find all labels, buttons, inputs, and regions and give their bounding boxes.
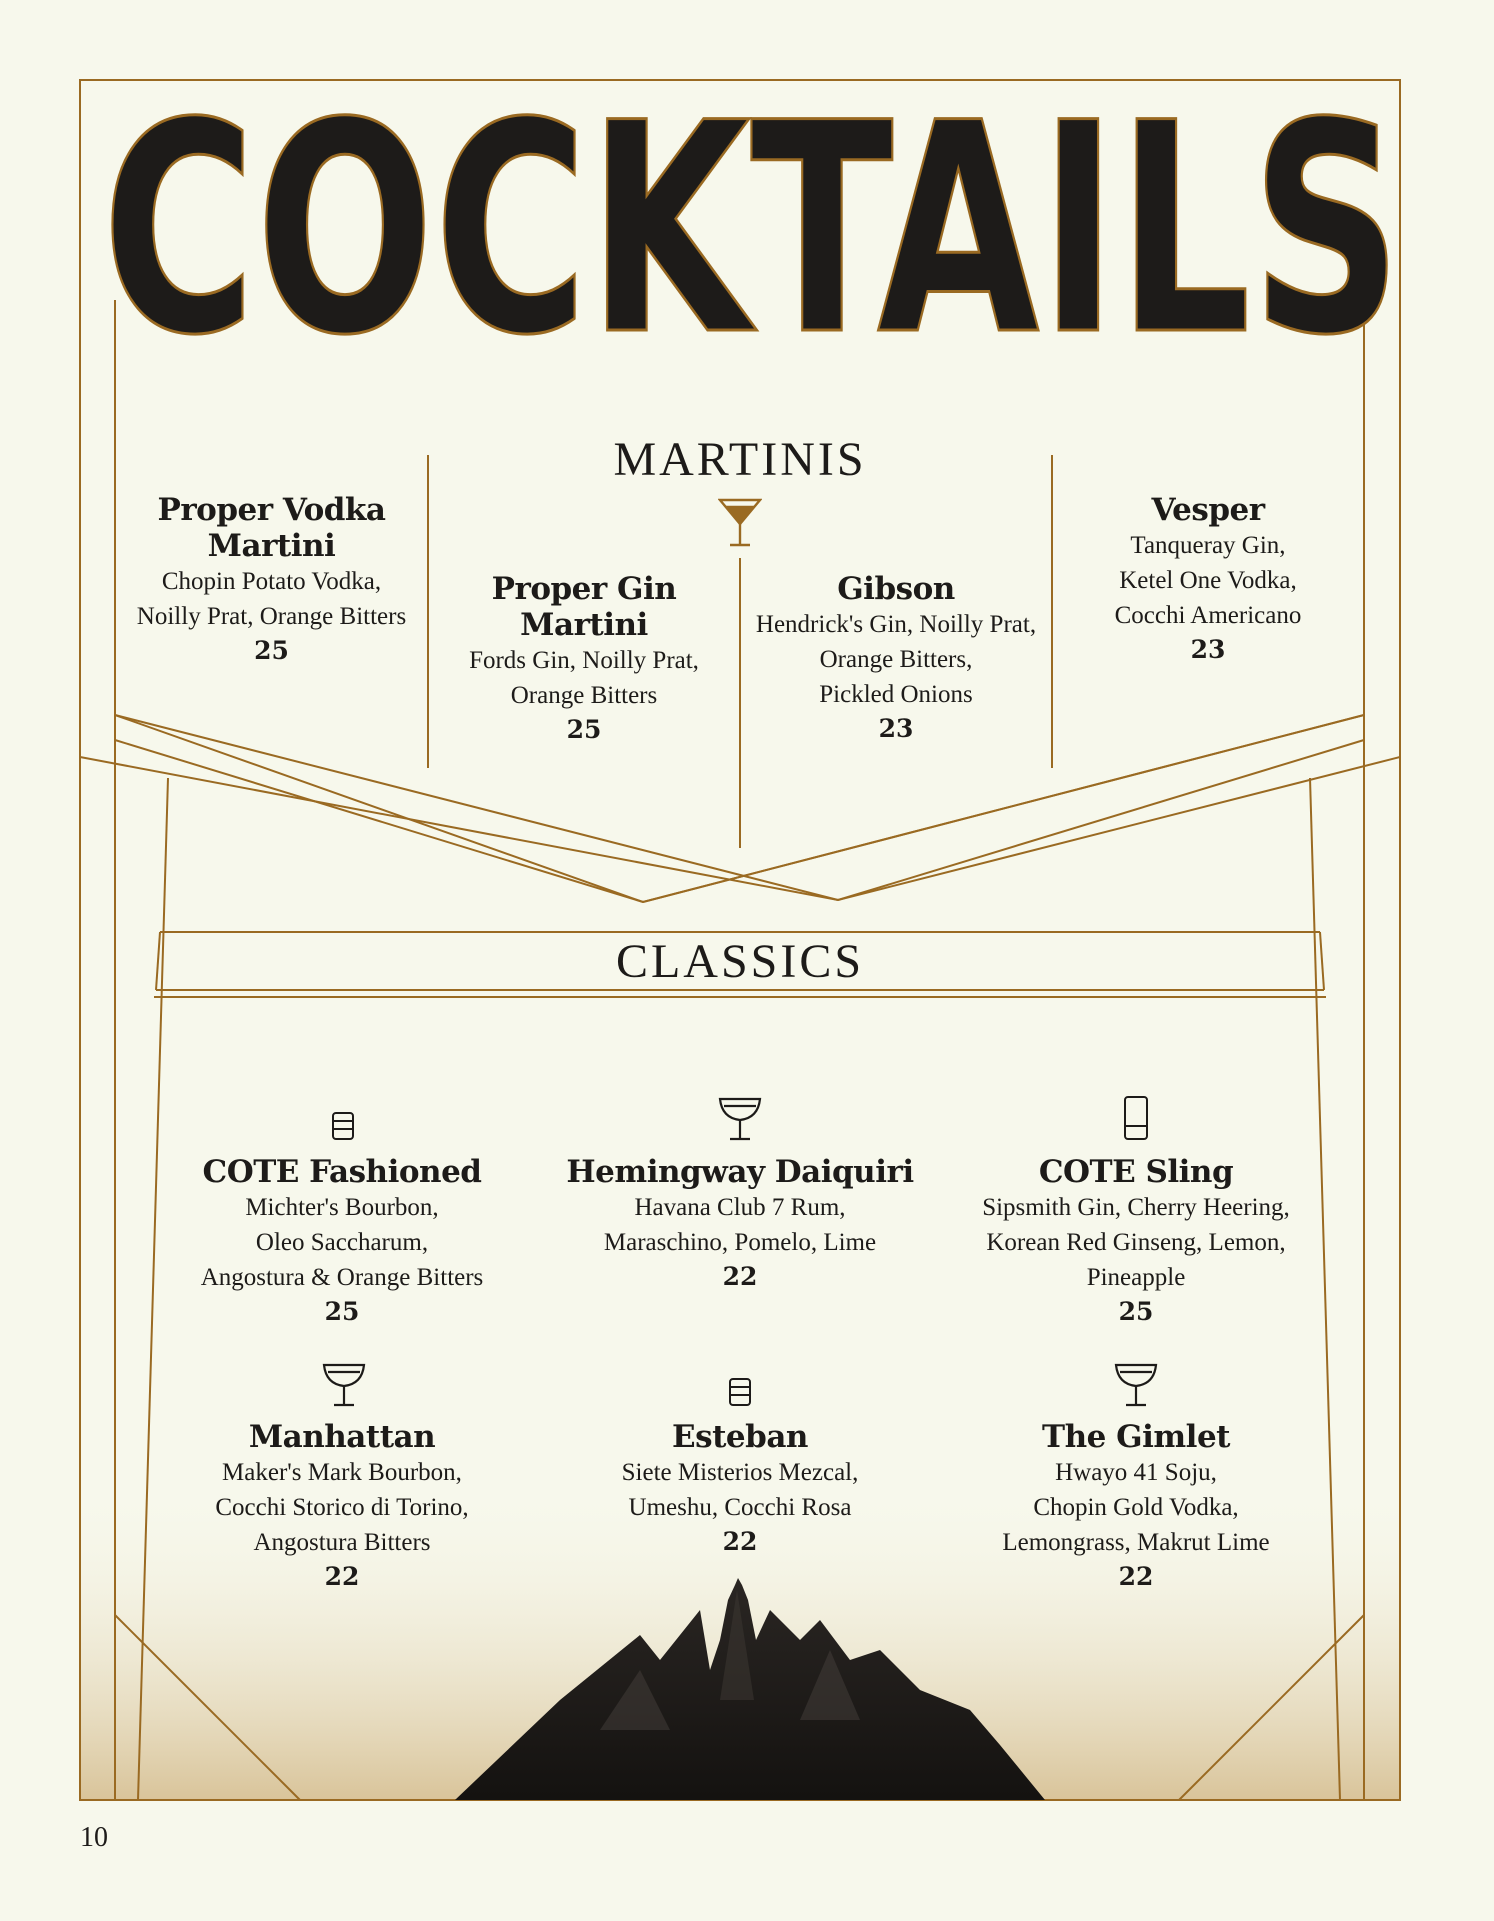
cocktails-title-art — [0, 0, 1494, 420]
coupe-glass-icon — [1114, 1362, 1158, 1408]
drink-ingredients: Korean Red Ginseng, Lemon, — [986, 1229, 1286, 1256]
menu-item-gibson — [740, 571, 1052, 746]
drink-name: Proper Vodka Martini — [157, 492, 386, 564]
drink-name: COTE Fashioned — [202, 1154, 482, 1190]
drink-name: Proper Gin Martini — [491, 571, 677, 643]
coupe-glass-icon — [322, 1362, 366, 1408]
drink-ingredients: Noilly Prat, Orange Bitters — [136, 603, 407, 630]
drink-name: The Gimlet — [1042, 1419, 1230, 1455]
drink-ingredients: Chopin Potato Vodka, — [161, 568, 382, 595]
martini-glass-icon — [718, 498, 762, 548]
drink-price: 23 — [878, 714, 914, 743]
highball-glass-icon — [1122, 1094, 1150, 1142]
drink-price: 22 — [324, 1562, 360, 1591]
menu-item-proper-gin-martini — [428, 571, 740, 747]
drink-ingredients: Pickled Onions — [819, 681, 973, 708]
drink-ingredients: Tanqueray Gin, — [1130, 532, 1286, 559]
menu-item-cote-fashioned — [172, 1154, 512, 1329]
classics-heading: CLASSICS — [615, 935, 865, 988]
drink-ingredients: Siete Misterios Mezcal, — [621, 1459, 859, 1486]
drink-ingredients: Fords Gin, Noilly Prat, — [469, 647, 699, 674]
drink-name: Gibson — [837, 571, 955, 607]
drink-name: Esteban — [672, 1419, 808, 1455]
drink-ingredients: Umeshu, Cocchi Rosa — [628, 1494, 852, 1521]
drink-ingredients: Hendrick's Gin, Noilly Prat, — [755, 611, 1037, 638]
drink-price: 25 — [254, 636, 289, 665]
menu-item-cote-sling — [956, 1154, 1316, 1329]
rocks-glass-icon — [330, 1110, 356, 1142]
menu-item-vesper — [1052, 492, 1364, 667]
drink-ingredients: Angostura & Orange Bitters — [200, 1264, 484, 1291]
drink-price: 25 — [1118, 1297, 1154, 1326]
menu-item-hemingway-daiquiri — [560, 1154, 920, 1294]
rocks-glass-icon — [727, 1376, 753, 1408]
drink-ingredients: Maker's Mark Bourbon, — [222, 1459, 462, 1486]
drink-ingredients: Orange Bitters — [510, 682, 658, 709]
drink-price: 22 — [722, 1527, 758, 1556]
drink-ingredients: Orange Bitters, — [819, 646, 973, 673]
menu-item-the-gimlet — [956, 1419, 1316, 1594]
drink-ingredients: Havana Club 7 Rum, — [634, 1194, 846, 1221]
drink-name: Hemingway Daiquiri — [566, 1154, 914, 1190]
drink-name: Manhattan — [248, 1419, 436, 1455]
drink-ingredients: Pineapple — [1086, 1264, 1186, 1291]
page-number: 10 — [80, 1822, 108, 1853]
drink-name: COTE Sling — [1038, 1154, 1234, 1190]
drink-ingredients: Oleo Saccharum, — [255, 1229, 429, 1256]
menu-item-proper-vodka-martini — [115, 492, 428, 668]
drink-price: 23 — [1190, 635, 1226, 664]
page-title — [0, 0, 1494, 420]
drink-ingredients: Michter's Bourbon, — [245, 1194, 439, 1221]
drink-ingredients: Maraschino, Pomelo, Lime — [603, 1229, 877, 1256]
drink-ingredients: Hwayo 41 Soju, — [1055, 1459, 1217, 1486]
drink-ingredients: Angostura Bitters — [253, 1529, 431, 1556]
svg-text:COCKTAILS: COCKTAILS — [102, 62, 1402, 399]
drink-ingredients: Lemongrass, Makrut Lime — [1002, 1529, 1270, 1556]
drink-name: Vesper — [1151, 492, 1265, 528]
menu-item-manhattan — [172, 1419, 512, 1594]
coupe-glass-icon — [718, 1096, 762, 1142]
drink-ingredients: Sipsmith Gin, Cherry Heering, — [982, 1194, 1290, 1221]
drink-price: 22 — [722, 1262, 758, 1291]
drink-ingredients: Cocchi Americano — [1114, 602, 1302, 629]
drink-ingredients: Cocchi Storico di Torino, — [215, 1494, 469, 1521]
menu-item-esteban — [560, 1419, 920, 1559]
drink-price: 25 — [566, 715, 602, 744]
drink-ingredients: Chopin Gold Vodka, — [1033, 1494, 1239, 1521]
martinis-heading: MARTINIS — [613, 433, 867, 486]
drink-price: 25 — [324, 1297, 360, 1326]
drink-ingredients: Ketel One Vodka, — [1119, 567, 1297, 594]
drink-price: 22 — [1118, 1562, 1154, 1591]
